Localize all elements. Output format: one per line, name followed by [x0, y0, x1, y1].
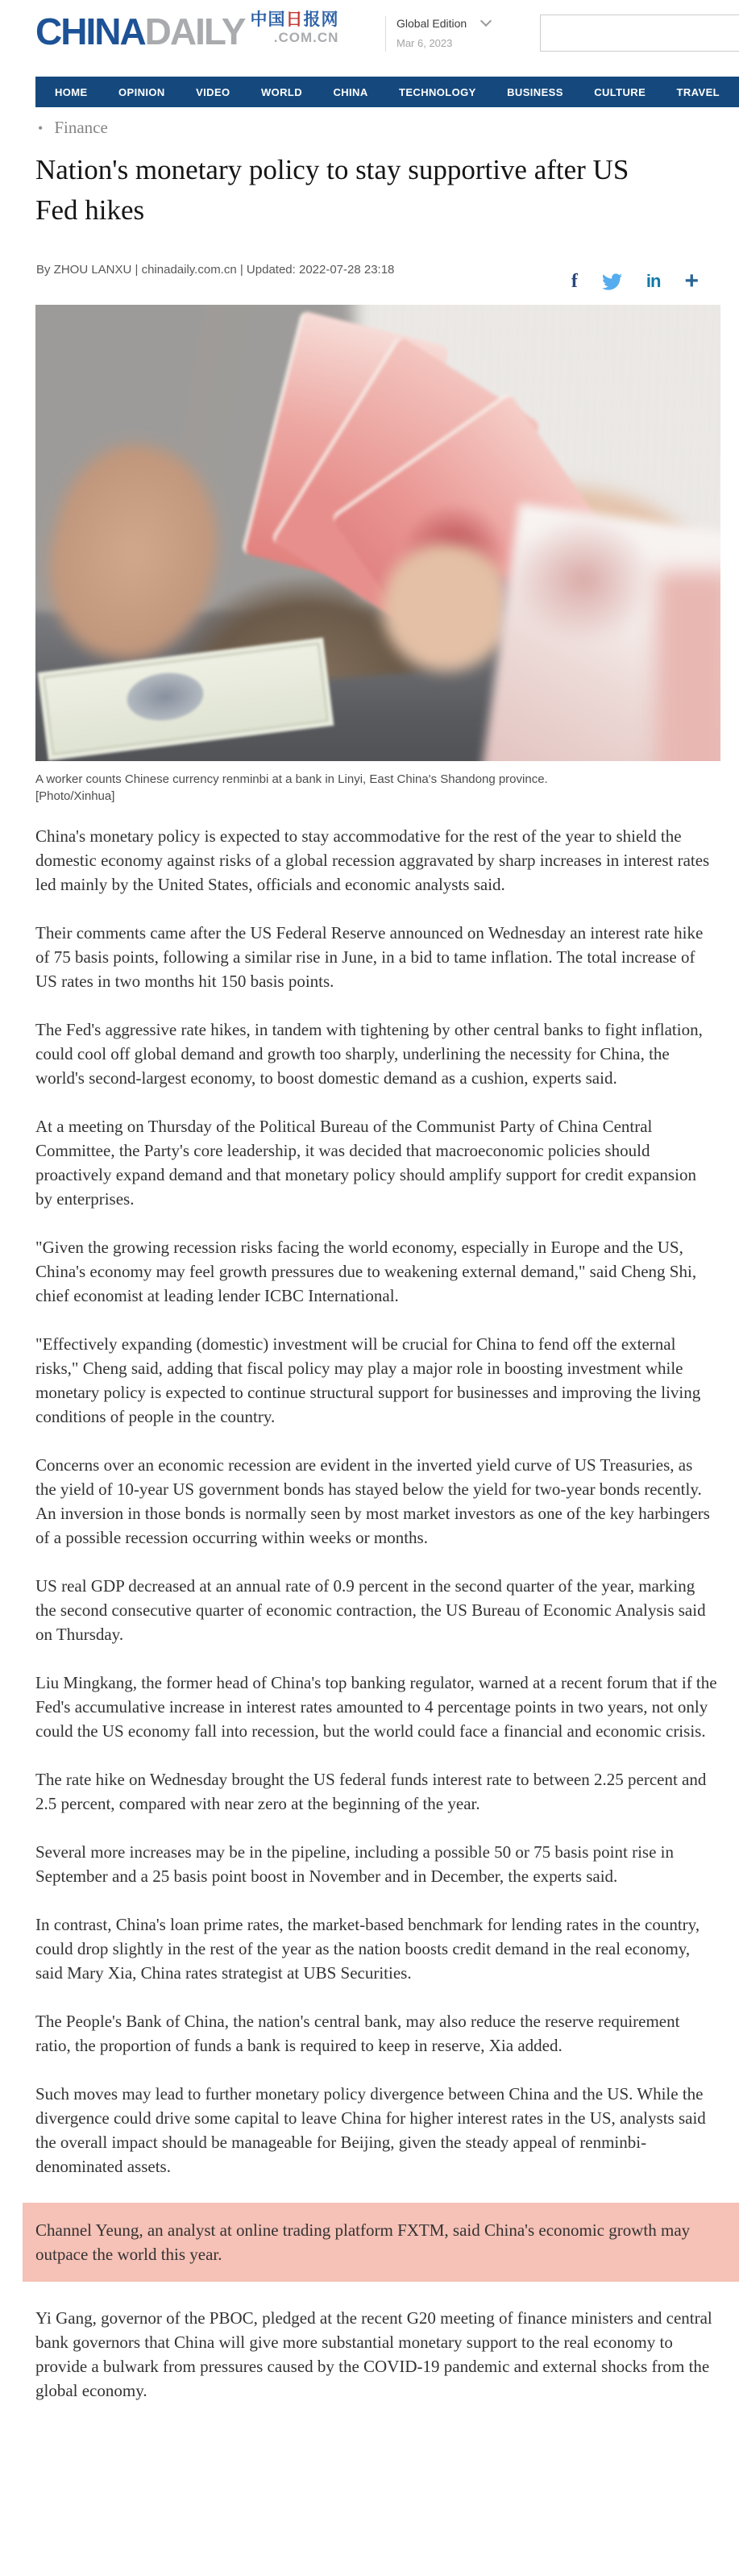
nav-item-video[interactable]: VIDEO: [196, 85, 230, 98]
date-label: Mar 6, 2023: [396, 37, 453, 49]
nav-item-home[interactable]: HOME: [55, 85, 88, 98]
article-paragraph: At a meeting on Thursday of the Political Bureau of the Communist Party of China Central Committee, the Party's core leadership, it was decided that macroeconomic policies should proactively expand demand and that monetary policy should amplify support for credit expansion by enterprises.: [35, 1117, 696, 1209]
twitter-share-icon[interactable]: [602, 272, 622, 292]
logo-domain-text: .COM.CN: [273, 30, 339, 45]
article-paragraph: Concerns over an economic recession are evident in the inverted yield curve of US Treasuries, as the yield of 10-year US government bonds has stayed below the yield for two-year bonds recently. An inversion in those bonds is normally seen by most market investors as one of the key harbingers of a possible recession occurring within weeks or months.: [35, 1455, 710, 1547]
photo-credit: [Photo/Xinhua]: [35, 789, 115, 803]
article-paragraph: Yi Gang, governor of the PBOC, pledged at the recent G20 meeting of finance ministers and central bank governors that China will give more substantial monetary support to the real economy to provide a bulwark from pressures caused by the COVID-19 pandemic and external shocks from the global economy.: [35, 2308, 712, 2400]
nav-item-technology[interactable]: TECHNOLOGY: [399, 85, 476, 98]
nav-item-china[interactable]: CHINA: [333, 85, 368, 98]
article-paragraph: Their comments came after the US Federal Reserve announced on Wednesday an interest rate hike of 75 basis points, following a similar rise in June, in a bid to tame inflation. The total increase of US rates in two months hit 150 basis points.: [35, 923, 704, 991]
breadcrumb-bullet: •: [38, 120, 44, 136]
facebook-share-icon[interactable]: f: [571, 271, 578, 292]
logo-chinese-text: 中国日报网: [250, 10, 339, 29]
header-divider: [385, 16, 386, 52]
main-nav: [35, 77, 739, 107]
article-body: [35, 824, 717, 2427]
photo-caption-text: A worker counts Chinese currency renminbi at a bank in Linyi, East China's Shandong province.: [35, 772, 548, 786]
breadcrumb[interactable]: [38, 118, 108, 138]
photo-caption: [35, 771, 712, 805]
article-title: Nation's monetary policy to stay supportive after US Fed hikes: [35, 154, 629, 226]
article-paragraph: In contrast, China's loan prime rates, the market-based benchmark for lending rates in the country, could drop slightly in the rest of the year as the nation boosts credit demand in the real economy, said Mary Xia, China rates strategist at UBS Securities.: [35, 1915, 700, 1983]
breadcrumb-label: Finance: [54, 118, 108, 137]
photo-region-cash-bundle: [515, 519, 652, 640]
edition-selector[interactable]: [396, 17, 490, 49]
article-paragraph: The rate hike on Wednesday brought the US federal funds interest rate to between 2.25 percent and 2.5 percent, compared with near zero at the beginning of the year.: [35, 1770, 707, 1813]
photo-region-right-hand: [382, 543, 511, 672]
chinadaily-logo[interactable]: [35, 10, 338, 53]
highlighted-paragraph: Channel Yeung, an analyst at online trading platform FXTM, said China's economic growth may outpace the world this year.: [23, 2203, 739, 2282]
article-paragraph: China's monetary policy is expected to stay accommodative for the rest of the year to shield the domestic economy against risks of a global recession aggravated by sharp increases in interest rates led mainly by the United States, officials and economic analysts said.: [35, 826, 710, 894]
nav-item-culture[interactable]: CULTURE: [594, 85, 646, 98]
article-photo: [35, 305, 720, 761]
photo-region-dollar-portrait: [124, 669, 206, 725]
edition-label: Global Edition: [396, 17, 467, 30]
article-paragraph: Such moves may lead to further monetary policy divergence between China and the US. While the divergence could drive some capital to leave China for higher interest rates in the US, analysts said the overall impact should be manageable for Beijing, given the steady appeal of renminbi-denominated assets.: [35, 2084, 706, 2176]
article-paragraph: Liu Mingkang, the former head of China's top banking regulator, warned at a recent forum that if the Fed's accumulative increase in interest rates amounted to 4 percentage points in two years, not only could the US economy fall into recession, but the world could face a financial and economic crisis.: [35, 1673, 717, 1741]
logo-text-china: CHINA: [35, 10, 145, 52]
nav-item-business[interactable]: BUSINESS: [507, 85, 563, 98]
article-paragraph: "Given the growing recession risks facing the world economy, especially in Europe and the US, China's economy may feel growth pressures due to weakening external demand," said Cheng Shi, chief economist at leading lender ICBC International.: [35, 1238, 697, 1305]
logo-text-daily: DAILY: [144, 10, 245, 52]
nav-item-world[interactable]: WORLD: [260, 85, 303, 98]
byline: By ZHOU LANXU | chinadaily.com.cn | Updated: 2022-07-28 23:18: [36, 263, 395, 277]
share-more-icon[interactable]: +: [684, 268, 699, 294]
search-input[interactable]: [540, 15, 739, 52]
article-paragraph: The Fed's aggressive rate hikes, in tandem with tightening by other central banks to fight inflation, could cool off global demand and growth too sharply, underlining the necessity for China, the world's second-largest economy, to boost domestic demand as a cushion, experts said.: [35, 1020, 703, 1088]
nav-item-travel[interactable]: TRAVEL: [676, 85, 720, 98]
photo-region-pink-blur: [656, 571, 720, 761]
share-bar: [571, 269, 699, 293]
article-paragraph: US real GDP decreased at an annual rate of 0.9 percent in the second quarter of the year, marking the second consecutive quarter of economic contraction, the US Bureau of Economic Analysis said on Thursday.: [35, 1576, 706, 1644]
chevron-down-icon: [480, 15, 492, 27]
article-paragraph: The People's Bank of China, the nation's central bank, may also reduce the reserve requirement ratio, the proportion of funds a bank is required to keep in reserve, Xia added.: [35, 2012, 680, 2055]
linkedin-share-icon[interactable]: in: [646, 271, 661, 291]
article-paragraph: Several more increases may be in the pipeline, including a possible 50 or 75 basis point rise in September and a 25 basis point boost in November and in December, the experts said.: [35, 1842, 674, 1886]
article-paragraph: "Effectively expanding (domestic) investment will be crucial for China to fend off the external risks," Cheng said, adding that fiscal policy may play a major role in boosting investment while monetary policy is expected to continue structural support for businesses and improving the living conditions of people in the country.: [35, 1334, 701, 1426]
nav-item-opinion[interactable]: OPINION: [118, 85, 165, 98]
